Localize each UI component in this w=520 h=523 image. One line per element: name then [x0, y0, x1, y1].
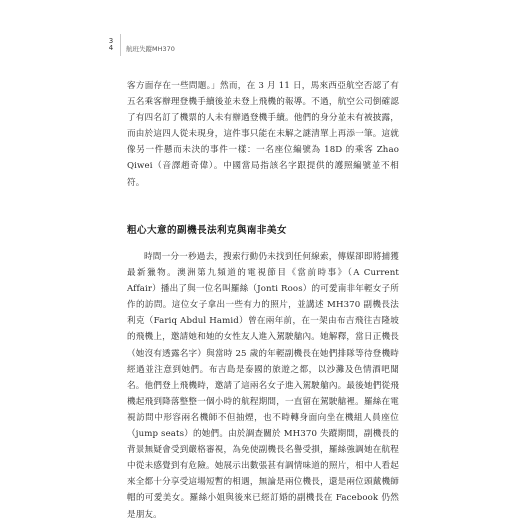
- paragraph-continued: 客方面存在一些問題。」然而，在 3 月 11 日，馬來西亞航空否認了有五名乘客辦理登機手續後並未登上飛機的報導。不過，航空公司倒確認了有四名訂了機票的人未有辦過登機手續。他們的身分並未有被披露，而由於這四人從未現身，這件事只能在未解之謎清單上再添一筆。這就像另一件懸而未決的事件一樣：一名座位編號為 18D 的乘客 Zhao Qiwei（音譯趙奇偉）。中國當局指該名字跟提供的護照編號並不相符。: [127, 81, 399, 188]
- paragraph-main: 時間一分一秒過去，搜索行動仍未找到任何線索，傳媒卻即將捕獲最新獵物。澳洲第九頻道的電視節目《當前時事》（A Current Affair）播出了與一位名叫羅絲（Jonti Roos）的可愛南非年輕女子所作的訪問。這位女子拿出一些有力的照片，並講述 MH370 副機長法利克（Fariq Abdul Hamid）曾在兩年前，在一架由布吉飛往吉隆坡的飛機上，邀請她和她的女性友人進入駕駛艙內。她解釋，當日正機長（她沒有透露名字）與當時 25 歲的年輕副機長在她們排隊等待登機時經過並注意到她們。布吉島是泰國的旅遊之都，以沙灘及色情酒吧聞名。他們登上飛機時，邀請了這兩名女子進入駕駛艙內。最後她們從飛機起飛到降落整整一個小時的航程期間，一直留在駕駛艙裡。羅絲在電視訪問中形容兩名機師不但抽煙，也不時轉身面向坐在機組人員座位（jump seats）的她們。由於調查關於 MH370 失蹤期間，副機長的背景無疑會受到嚴格審視，為免使副機長名譽受損，羅絲強調她在航程中從未感覺到有危險。她展示出數張甚有調情味道的照片，相中人看起來全都十分享受這場短暫的相遇，無論是兩位機長，還是兩位頭戴機師帽的可愛美女。羅絲小姐與後來已經訂婚的副機長在 Facebook 仍然是朋友。: [127, 252, 399, 520]
- section-heading: 粗心大意的副機長法利克與南非美女: [127, 225, 287, 236]
- page-number-top: 3: [108, 37, 114, 45]
- running-header: 航班失蹤MH370: [126, 45, 175, 53]
- body-text-continued: [127, 78, 399, 191]
- header-divider: [120, 34, 121, 56]
- body-text-main: [127, 249, 399, 523]
- page-number: [107, 38, 115, 52]
- page-number-bottom: 4: [108, 44, 114, 52]
